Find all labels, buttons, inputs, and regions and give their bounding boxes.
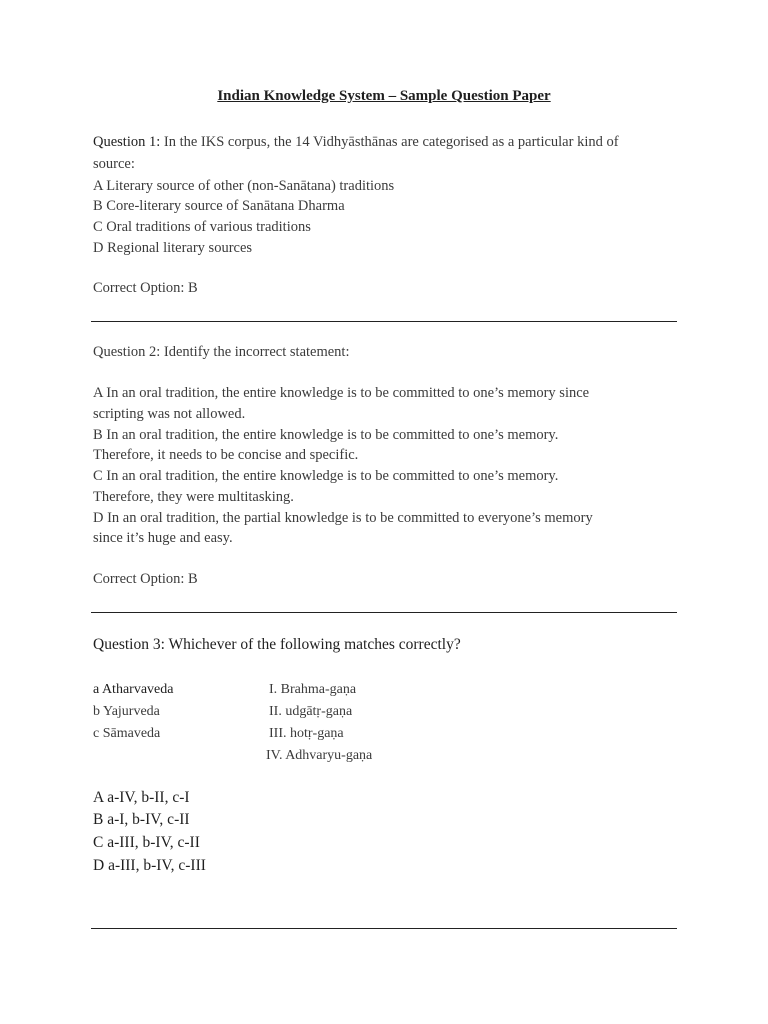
question-1-option-b: B Core-literary source of Sanātana Dharma (93, 198, 345, 214)
question-1-text (93, 132, 619, 152)
question-3-option-a: A a-IV, b-II, c-I (93, 789, 190, 806)
match-right-iv: IV. Adhvaryu-gaṇa (266, 748, 373, 763)
match-left-b: b Yajurveda (93, 704, 160, 719)
question-2-option-b-line2: Therefore, it needs to be concise and specific. (93, 447, 359, 463)
question-2-heading: Question 2: Identify the incorrect statement: (93, 344, 350, 360)
match-right-i: I. Brahma-gaṇa (269, 682, 357, 697)
question-1 (93, 132, 683, 302)
question-2-option-c-line1: C In an oral tradition, the entire knowledge is to be committed to one’s memory. (93, 468, 559, 484)
question-2-option-b-line1: B In an oral tradition, the entire knowledge is to be committed to one’s memory. (93, 427, 559, 443)
question-1-text-line2: source: (93, 156, 135, 172)
question-3-heading: Question 3: Whichever of the following matches correctly? (93, 636, 461, 653)
divider-2 (91, 612, 677, 613)
question-3 (93, 635, 683, 885)
match-left-a: a Atharvaveda (93, 682, 174, 697)
match-right-iii: III. hotṛ-gaṇa (269, 726, 344, 741)
question-1-option-d: D Regional literary sources (93, 240, 253, 256)
question-2-option-a-line2: scripting was not allowed. (93, 406, 246, 422)
question-1-answer: Correct Option: B (93, 280, 198, 296)
question-1-option-c: C Oral traditions of various traditions (93, 219, 311, 235)
question-2-answer: Correct Option: B (93, 571, 198, 587)
match-right-ii: II. udgātṛ-gaṇa (269, 704, 353, 719)
question-1-heading: Question 1: (93, 134, 161, 150)
divider-1 (91, 321, 677, 322)
question-3-option-d: D a-III, b-IV, c-III (93, 857, 206, 874)
question-1-option-a: A Literary source of other (non-Sanātana) traditions (93, 178, 395, 194)
page-title: Indian Knowledge System – Sample Question Paper (217, 88, 551, 104)
divider-3 (91, 928, 677, 929)
question-3-option-c: C a-III, b-IV, c-II (93, 834, 200, 851)
question-2-option-a-line1: A In an oral tradition, the entire knowledge is to be committed to one’s memory since (93, 385, 590, 401)
question-2 (93, 342, 683, 602)
question-3-option-b: B a-I, b-IV, c-II (93, 811, 190, 828)
match-left-c: c Sāmaveda (93, 726, 161, 741)
question-2-option-d-line2: since it’s huge and easy. (93, 530, 233, 546)
question-2-option-c-line2: Therefore, they were multitasking. (93, 489, 294, 505)
question-2-option-d-line1: D In an oral tradition, the partial knowledge is to be committed to everyone’s memory (93, 510, 593, 526)
question-1-text-line1: In the IKS corpus, the 14 Vidhyāsthānas are categorised as a particular kind of (163, 134, 619, 150)
